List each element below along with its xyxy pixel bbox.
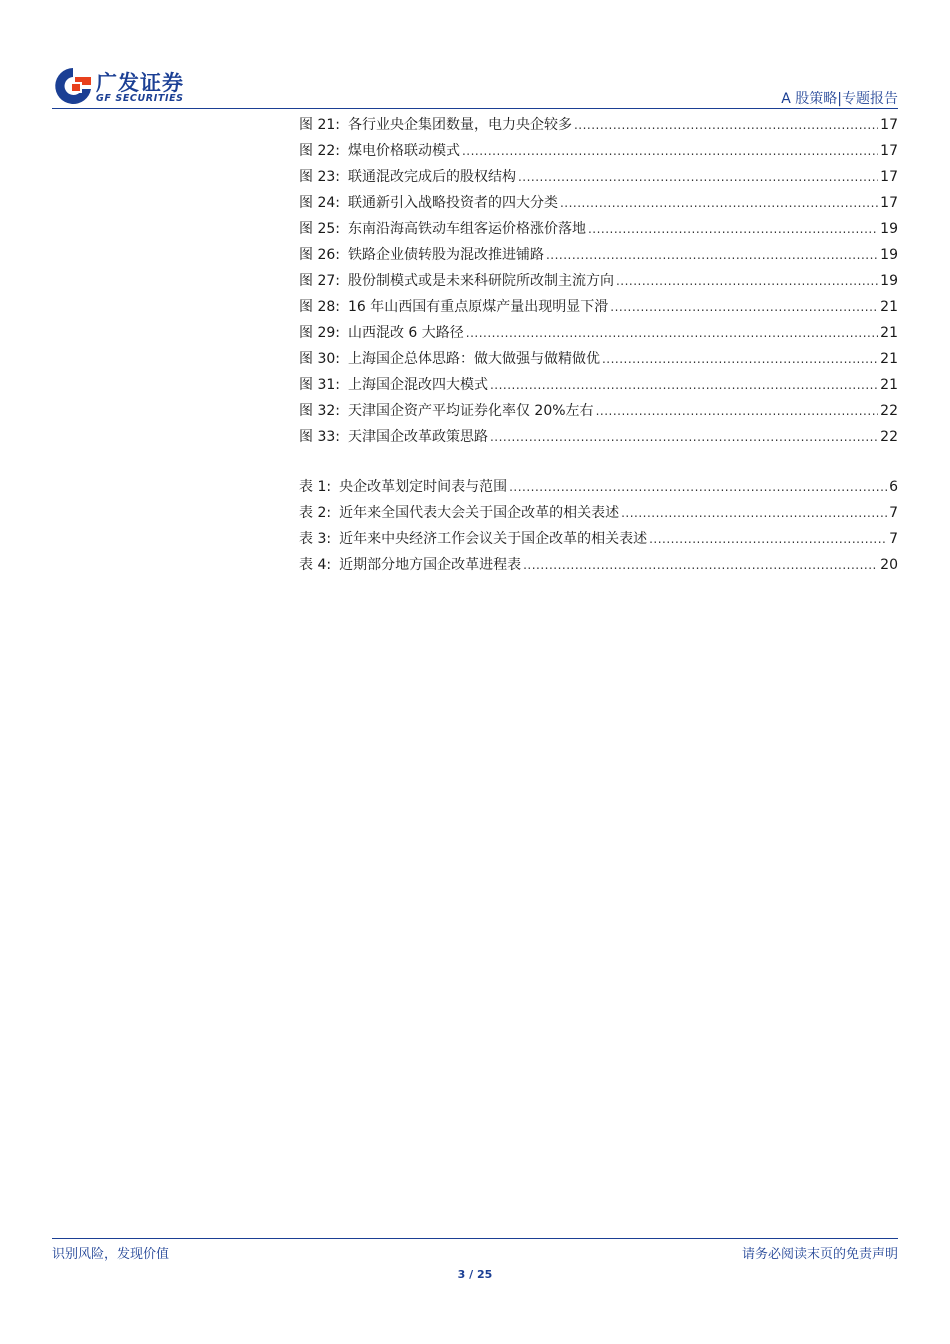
page-header: [0, 0, 950, 112]
table-entry[interactable]: [299, 526, 898, 552]
entry-title: 煤电价格联动模式: [347, 143, 460, 159]
entry-label: 图 29:: [299, 325, 340, 341]
entry-title: 铁路企业债转股为混改推进铺路: [347, 247, 544, 263]
figure-entry[interactable]: [299, 320, 898, 346]
dot-leader: [649, 526, 887, 552]
table-entry[interactable]: [299, 552, 898, 578]
entry-label: 图 33:: [299, 429, 340, 445]
dot-leader: [462, 138, 878, 164]
entry-label: 图 23:: [299, 169, 340, 185]
header-divider: [52, 108, 898, 109]
entry-label: 图 28:: [299, 299, 340, 315]
table-entry[interactable]: [299, 500, 898, 526]
entry-page: 21: [880, 377, 898, 393]
entry-label: 图 30:: [299, 351, 340, 367]
entry-page: 17: [880, 143, 898, 159]
dot-leader: [616, 268, 878, 294]
entry-page: 6: [889, 479, 898, 495]
dot-leader: [509, 474, 887, 500]
dot-leader: [602, 346, 878, 372]
entry-title: 联通新引入战略投资者的四大分类: [347, 195, 558, 211]
entry-label: 表 2:: [299, 505, 332, 521]
entry-title: 上海国企总体思路：做大做强与做精做优: [347, 351, 600, 367]
entry-title: 16 年山西国有重点原煤产量出现明显下滑: [347, 299, 609, 315]
figure-entry[interactable]: [299, 138, 898, 164]
entry-label: 图 21:: [299, 117, 340, 133]
figure-entry[interactable]: [299, 242, 898, 268]
entry-label: 图 25:: [299, 221, 340, 237]
table-entry[interactable]: [299, 474, 898, 500]
figure-entry[interactable]: [299, 216, 898, 242]
entry-title: 天津国企改革政策思路: [347, 429, 488, 445]
entry-title: 近年来全国代表大会关于国企改革的相关表述: [339, 505, 620, 521]
entry-page: 19: [880, 247, 898, 263]
entry-title: 近年来中央经济工作会议关于国企改革的相关表述: [339, 531, 648, 547]
entry-page: 19: [880, 273, 898, 289]
dot-leader: [466, 320, 878, 346]
table-index-list: [299, 474, 898, 578]
figure-entry[interactable]: [299, 372, 898, 398]
entry-label: 图 22:: [299, 143, 340, 159]
dot-leader: [588, 216, 878, 242]
entry-page: 21: [880, 351, 898, 367]
dot-leader: [518, 164, 878, 190]
dot-leader: [610, 294, 878, 320]
entry-page: 22: [880, 429, 898, 445]
dot-leader: [574, 112, 878, 138]
entry-title: 天津国企资产平均证券化率仅 20%左右: [347, 403, 594, 419]
entry-title: 股份制模式或是未来科研院所改制主流方向: [347, 273, 614, 289]
figure-index-list: [299, 112, 898, 450]
dot-leader: [490, 372, 878, 398]
entry-page: 17: [880, 195, 898, 211]
gf-logo-icon: [52, 65, 94, 109]
gf-securities-logo: [52, 65, 212, 109]
entry-label: 图 24:: [299, 195, 340, 211]
footer-slogan: 识别风险，发现价值: [52, 1247, 170, 1262]
entry-title: 东南沿海高铁动车组客运价格涨价落地: [347, 221, 586, 237]
entry-page: 7: [889, 505, 898, 521]
page-number: 3 / 25: [457, 1268, 493, 1281]
dot-leader: [596, 398, 879, 424]
entry-page: 17: [880, 169, 898, 185]
figure-entry[interactable]: [299, 294, 898, 320]
logo-chinese-name: 广发证券: [96, 71, 184, 95]
figure-entry[interactable]: [299, 190, 898, 216]
entry-title: 各行业央企集团数量，电力央企较多: [347, 117, 572, 133]
figure-entry[interactable]: [299, 112, 898, 138]
entry-page: 21: [880, 325, 898, 341]
logo-english-name: GF SECURITIES: [96, 93, 184, 104]
footer-disclaimer-note: 请务必阅读末页的免责声明: [741, 1247, 898, 1262]
footer-divider: [52, 1238, 898, 1239]
entry-page: 19: [880, 221, 898, 237]
entry-title: 上海国企混改四大模式: [347, 377, 488, 393]
entry-label: 表 3:: [299, 531, 332, 547]
figure-entry[interactable]: [299, 268, 898, 294]
dot-leader: [621, 500, 887, 526]
entry-label: 图 27:: [299, 273, 340, 289]
report-type-label: A 股策略|专题报告: [781, 91, 898, 107]
entry-label: 表 4:: [299, 557, 332, 573]
entry-label: 图 31:: [299, 377, 340, 393]
figure-entry[interactable]: [299, 424, 898, 450]
entry-label: 图 26:: [299, 247, 340, 263]
entry-title: 央企改革划定时间表与范围: [339, 479, 508, 495]
entry-title: 近期部分地方国企改革进程表: [339, 557, 522, 573]
entry-title: 联通混改完成后的股权结构: [347, 169, 516, 185]
entry-page: 17: [880, 117, 898, 133]
entry-title: 山西混改 6 大路径: [347, 325, 464, 341]
dot-leader: [490, 424, 878, 450]
entry-page: 21: [880, 299, 898, 315]
entry-label: 表 1:: [299, 479, 332, 495]
figure-entry[interactable]: [299, 346, 898, 372]
figure-entry[interactable]: [299, 164, 898, 190]
dot-leader: [560, 190, 878, 216]
entry-page: 20: [880, 557, 898, 573]
dot-leader: [523, 552, 878, 578]
dot-leader: [546, 242, 878, 268]
figure-entry[interactable]: [299, 398, 898, 424]
entry-page: 22: [880, 403, 898, 419]
entry-label: 图 32:: [299, 403, 340, 419]
entry-page: 7: [889, 531, 898, 547]
